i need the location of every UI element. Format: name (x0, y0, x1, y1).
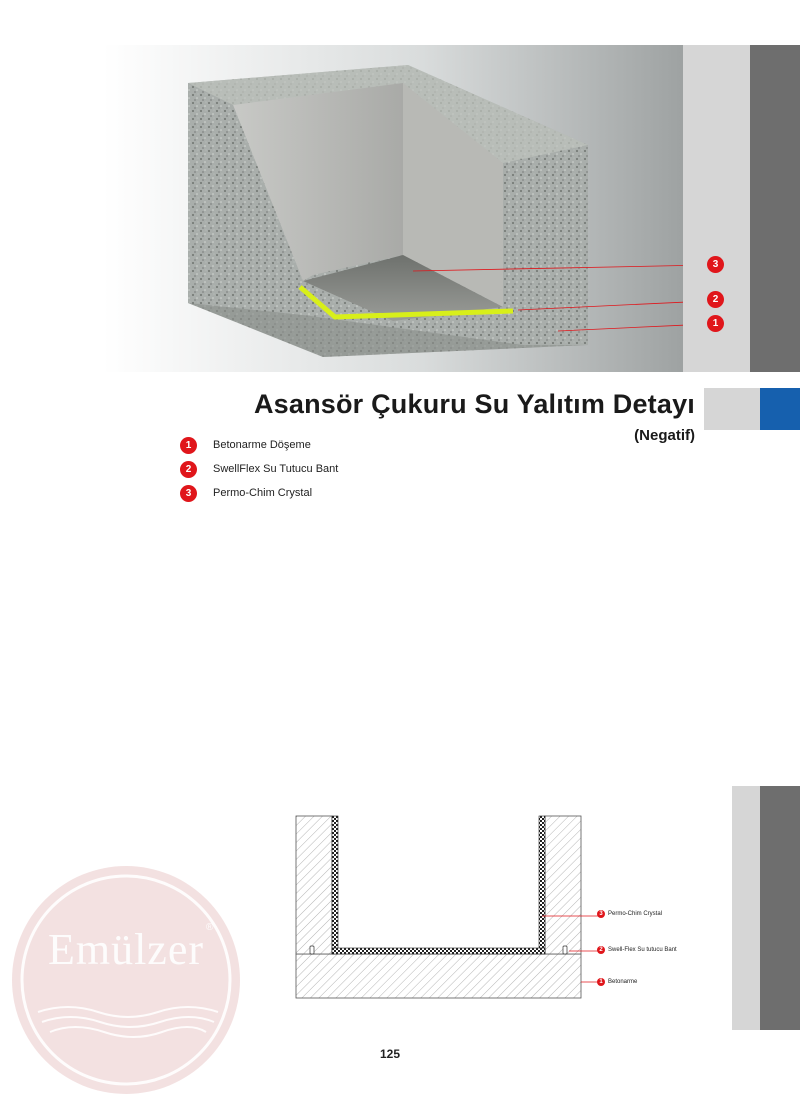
section-label-3 (597, 910, 662, 918)
logo-registered-mark: ® (206, 922, 214, 933)
hero-callout-3: 3 (707, 256, 724, 273)
decor-strip-dark-top (750, 45, 800, 372)
legend-number-badge: 1 (180, 437, 197, 454)
legend-label: Betonarme Döşeme (213, 439, 311, 451)
logo-text: Emülzer (47, 925, 205, 974)
page-subtitle: (Negatif) (634, 427, 695, 444)
decor-strip-light-title (704, 388, 760, 430)
legend-item (180, 435, 311, 455)
cross-section-drawing (242, 786, 732, 1030)
legend-number-badge: 2 (180, 461, 197, 478)
section-label-text: Betonarme (608, 979, 638, 985)
section-label-2 (597, 946, 677, 954)
hero-callout-2: 2 (707, 291, 724, 308)
hero-callout-1: 1 (707, 315, 724, 332)
legend-label: SwellFlex Su Tutucu Bant (213, 463, 339, 475)
section-number-badge: 3 (597, 910, 605, 918)
decor-strip-light-bottom (732, 786, 760, 1030)
decor-strip-blue-title (760, 388, 800, 430)
section-number-badge: 2 (597, 946, 605, 954)
section-number-badge: 1 (597, 978, 605, 986)
page-title: Asansör Çukuru Su Yalıtım Detayı (253, 389, 695, 419)
legend-number-badge: 3 (180, 485, 197, 502)
section-label-1 (597, 978, 637, 986)
legend-item (180, 459, 338, 479)
section-label-text: Permo-Chim Crystal (608, 911, 663, 917)
emulzer-logo (8, 862, 244, 1098)
decor-strip-dark-bottom (760, 786, 800, 1030)
elevator-pit-render (103, 45, 683, 372)
legend-label: Permo-Chim Crystal (213, 487, 313, 499)
legend-item (180, 483, 312, 503)
section-label-text: Swell-Flex Su tutucu Bant (608, 947, 677, 953)
page-number: 125 (379, 1047, 401, 1061)
